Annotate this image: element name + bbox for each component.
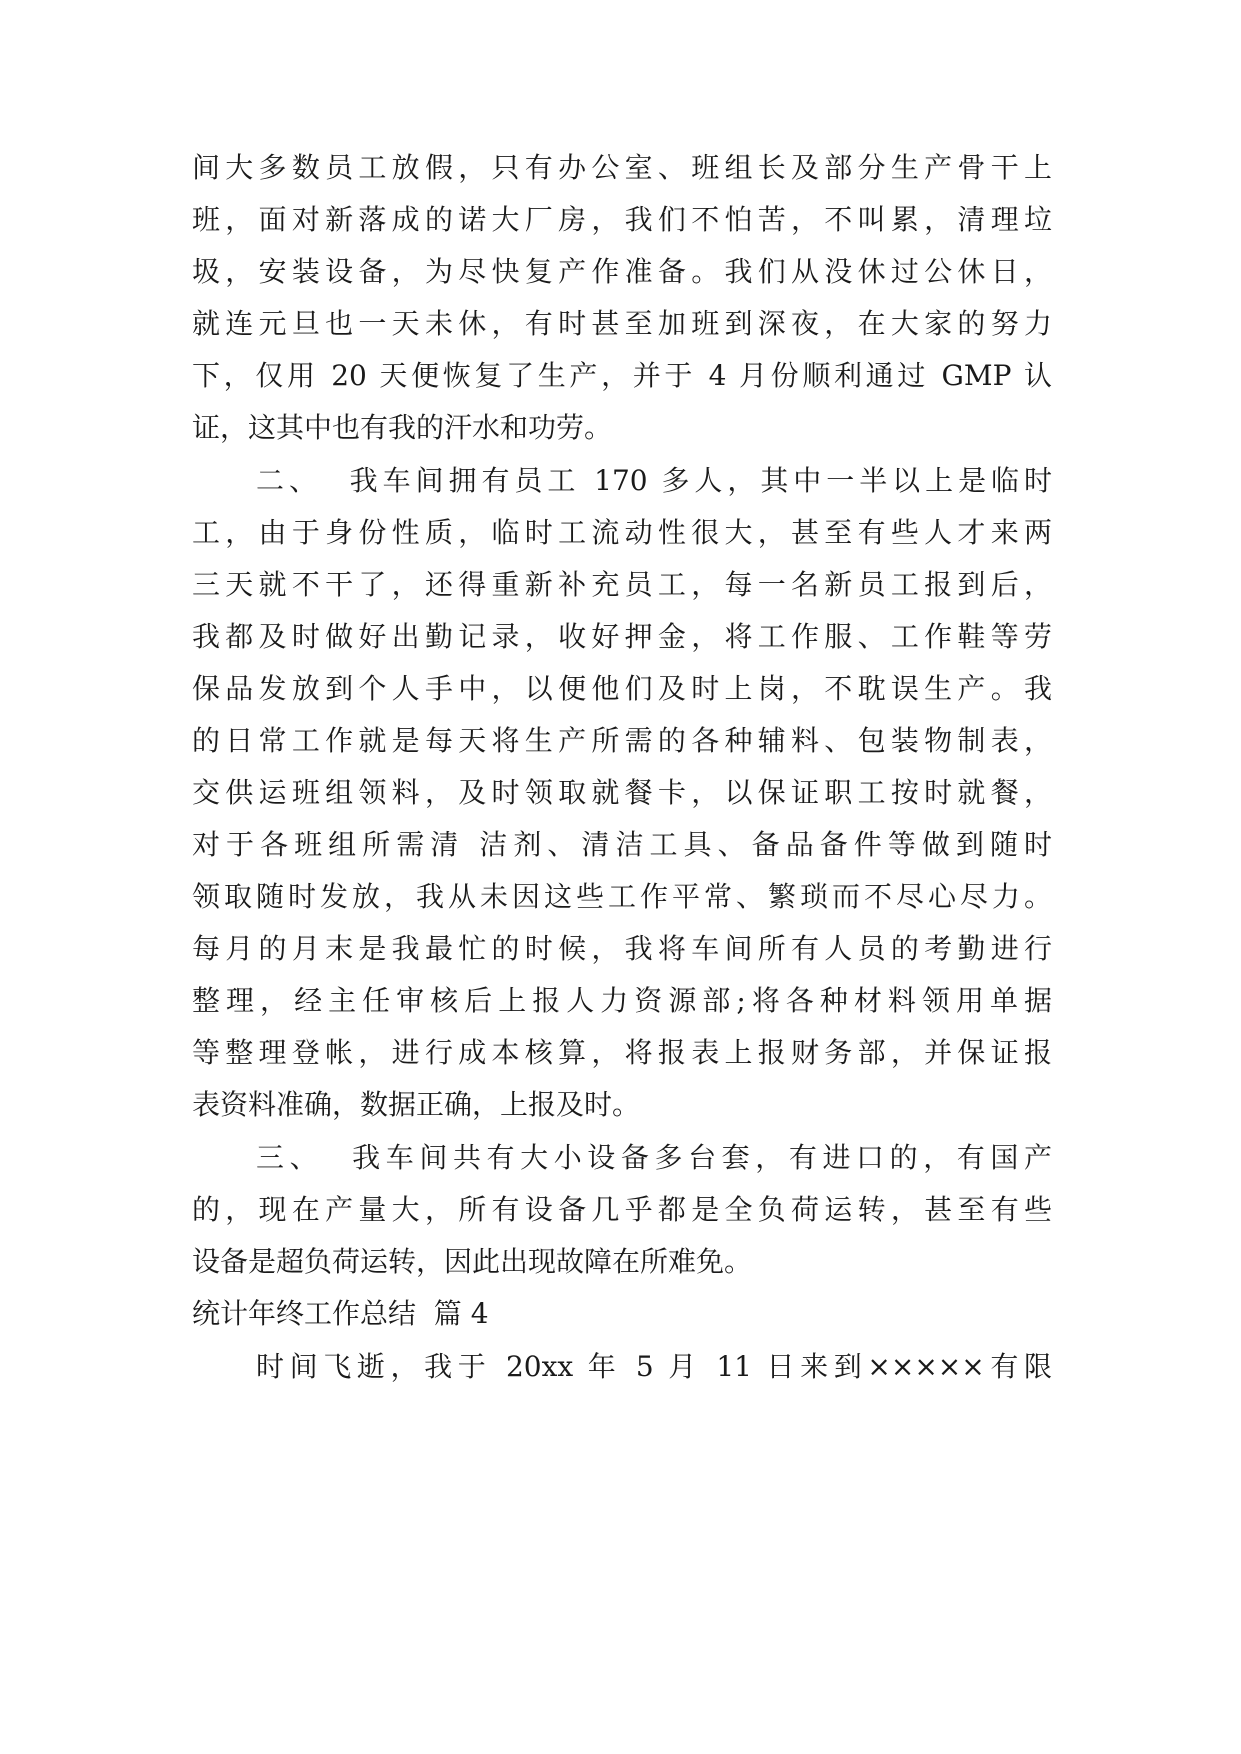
paragraph-line: 等整理登帐，进行成本核算，将报表上报财务部，并保证报: [192, 1036, 1052, 1069]
paragraph-line: 三天就不干了，还得重新补充员工，每一名新员工报到后，: [192, 568, 1052, 601]
paragraph-line: 整理，经主任审核后上报人力资源部;将各种材料领用单据: [192, 984, 1052, 1017]
paragraph-line: 的，现在产量大，所有设备几乎都是全负荷运转，甚至有些: [192, 1193, 1052, 1226]
paragraph-line: 班，面对新落成的诺大厂房，我们不怕苦，不叫累，清理垃: [192, 203, 1052, 236]
paragraph-line: 工，由于身份性质，临时工流动性很大，甚至有些人才来两: [192, 516, 1052, 549]
paragraph-line: 每月的月末是我最忙的时候，我将车间所有人员的考勤进行: [192, 932, 1052, 965]
paragraph-line: 对于各班组所需清 洁剂、清洁工具、备品备件等做到随时: [192, 828, 1052, 861]
section-heading: 统计年终工作总结 篇 4: [192, 1297, 489, 1330]
paragraph-line: 表资料准确，数据正确，上报及时。: [192, 1088, 641, 1121]
paragraph-line: 证，这其中也有我的汗水和功劳。: [192, 411, 613, 444]
paragraph-line: 交供运班组领料，及时领取就餐卡，以保证职工按时就餐，: [192, 776, 1052, 809]
paragraph-line: 领取随时发放，我从未因这些工作平常、繁琐而不尽心尽力。: [192, 880, 1052, 913]
paragraph-line: 下，仅用 20 天便恢复了生产，并于 4 月份顺利通过 GMP 认: [192, 359, 1052, 392]
paragraph-line: 设备是超负荷运转，因此出现故障在所难免。: [192, 1245, 753, 1278]
paragraph-line: 我都及时做好出勤记录，收好押金，将工作服、工作鞋等劳: [192, 620, 1052, 653]
paragraph-line: 就连元旦也一天未休，有时甚至加班到深夜，在大家的努力: [192, 307, 1052, 340]
paragraph-line: 间大多数员工放假，只有办公室、班组长及部分生产骨干上: [192, 151, 1052, 184]
paragraph-line: 的日常工作就是每天将生产所需的各种辅料、包装物制表，: [192, 724, 1052, 757]
paragraph-line: 三、 我车间共有大小设备多台套，有进口的，有国产: [256, 1141, 1052, 1174]
paragraph-line: 二、 我车间拥有员工 170 多人，其中一半以上是临时: [256, 464, 1052, 497]
paragraph-line: 圾，安装设备，为尽快复产作准备。我们从没休过公休日，: [192, 255, 1052, 288]
paragraph-line: 时间飞逝，我于 20xx 年 5 月 11 日来到×××××有限: [256, 1350, 1052, 1383]
paragraph-line: 保品发放到个人手中，以便他们及时上岗，不耽误生产。我: [192, 672, 1052, 705]
